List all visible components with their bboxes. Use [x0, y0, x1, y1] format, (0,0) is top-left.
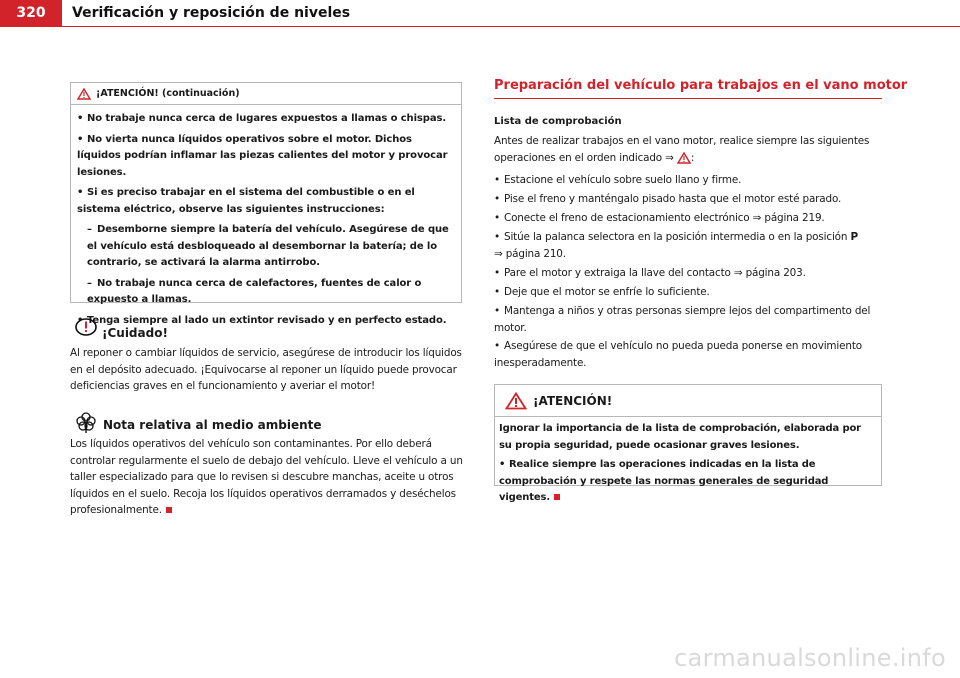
checklist-item: • Mantenga a niños y otras personas siempre lejos del compartimento del motor. — [494, 305, 871, 334]
end-marker — [166, 507, 172, 513]
warning-sub-1: – Desemborne siempre la batería del vehículo. Asegúrese de que el vehículo está desbloqueado al desembornar la batería; de lo contrario, se activará la alarma antirrobo. — [87, 224, 449, 268]
environment-title: Nota relativa al medio ambiente — [103, 418, 322, 432]
attention-para-2: • Realice siempre las operaciones indicadas en la lista de comprobación y respete las normas generales de seguridad vigentes. — [499, 459, 829, 503]
checklist-item: • Pare el motor y extraiga la llave del contacto ⇒ página 203. — [494, 267, 806, 279]
environment-flower-icon — [74, 410, 98, 434]
section-title-divider — [494, 98, 882, 99]
checklist-item: • Sitúe la palanca selectora en la posición intermedia o en la posición P ⇒ página 210. — [494, 231, 858, 260]
header-divider — [0, 26, 960, 27]
watermark: carmanualsonline.info — [674, 644, 946, 672]
attention-box — [494, 384, 882, 503]
end-marker — [554, 494, 560, 500]
caution-title: ¡Cuidado! — [102, 326, 168, 340]
checklist-item: • Conecte el freno de estacionamiento electrónico ⇒ página 219. — [494, 212, 825, 224]
checklist-heading: Lista de comprobación — [494, 116, 622, 127]
warning-continuation-title: ¡ATENCIÓN! (continuación) — [96, 88, 240, 99]
checklist-intro: Antes de realizar trabajos en el vano motor, realice siempre las siguientes operaciones en el orden indicado ⇒ : — [494, 135, 870, 164]
page-number: 320 — [0, 0, 62, 26]
warning-continuation-header — [71, 83, 461, 105]
warning-bullet-2: • No vierta nunca líquidos operativos sobre el motor. Dichos líquidos podrían inflamar las piezas calientes del motor y provocar lesiones. — [77, 133, 448, 178]
warning-bullet-4: • Tenga siempre al lado un extintor revisado y en perfecto estado. — [77, 314, 447, 326]
attention-header — [495, 385, 881, 417]
environment-text: Los líquidos operativos del vehículo son contaminantes. Por ello deberá controlar regularmente el suelo de debajo del vehículo. Lleve el vehículo a un taller especializado para que lo revisen si descubre manchas, aceite u otros líquidos en el suelo. Recoja los líquidos operativos derramados y deséchelos profesionalmente. — [70, 438, 463, 517]
checklist-item: • Estacione el vehículo sobre suelo llano y firme. — [494, 174, 742, 186]
warning-triangle-icon — [505, 392, 527, 410]
warning-triangle-icon — [77, 88, 91, 100]
page-title: Verificación y reposición de niveles — [72, 5, 351, 21]
attention-title: ¡ATENCIÓN! — [533, 393, 613, 408]
caution-exclamation-icon — [74, 317, 98, 337]
checklist-item: • Pise el freno y manténgalo pisado hasta que el motor esté parado. — [494, 193, 842, 205]
warning-bullet-3: • Si es preciso trabajar en el sistema del combustible o en el sistema eléctrico, observe las siguientes instrucciones: — [77, 187, 415, 215]
warning-continuation-box — [70, 82, 462, 326]
attention-para-1: Ignorar la importancia de la lista de comprobación, elaborada por su propia seguridad, puede ocasionar graves lesiones. — [499, 423, 861, 451]
warning-sub-2: – No trabaje nunca cerca de calefactores, fuentes de calor o expuesto a llamas. — [87, 277, 422, 305]
checklist-item: • Deje que el motor se enfríe lo suficiente. — [494, 286, 710, 298]
warning-triangle-icon — [677, 152, 691, 164]
caution-text: Al reponer o cambiar líquidos de servicio, asegúrese de introducir los líquidos en el depósito adecuado. ¡Equivocarse al reponer un líquido puede provocar deficiencias graves en el funcionamiento y averiar el motor! — [70, 347, 462, 393]
warning-bullet-1: • No trabaje nunca cerca de lugares expuestos a llamas o chispas. — [77, 113, 447, 124]
section-title: Preparación del vehículo para trabajos en el vano motor — [494, 78, 908, 93]
checklist-item: • Asegúrese de que el vehículo no pueda pueda ponerse en movimiento inesperadamente. — [494, 340, 862, 369]
